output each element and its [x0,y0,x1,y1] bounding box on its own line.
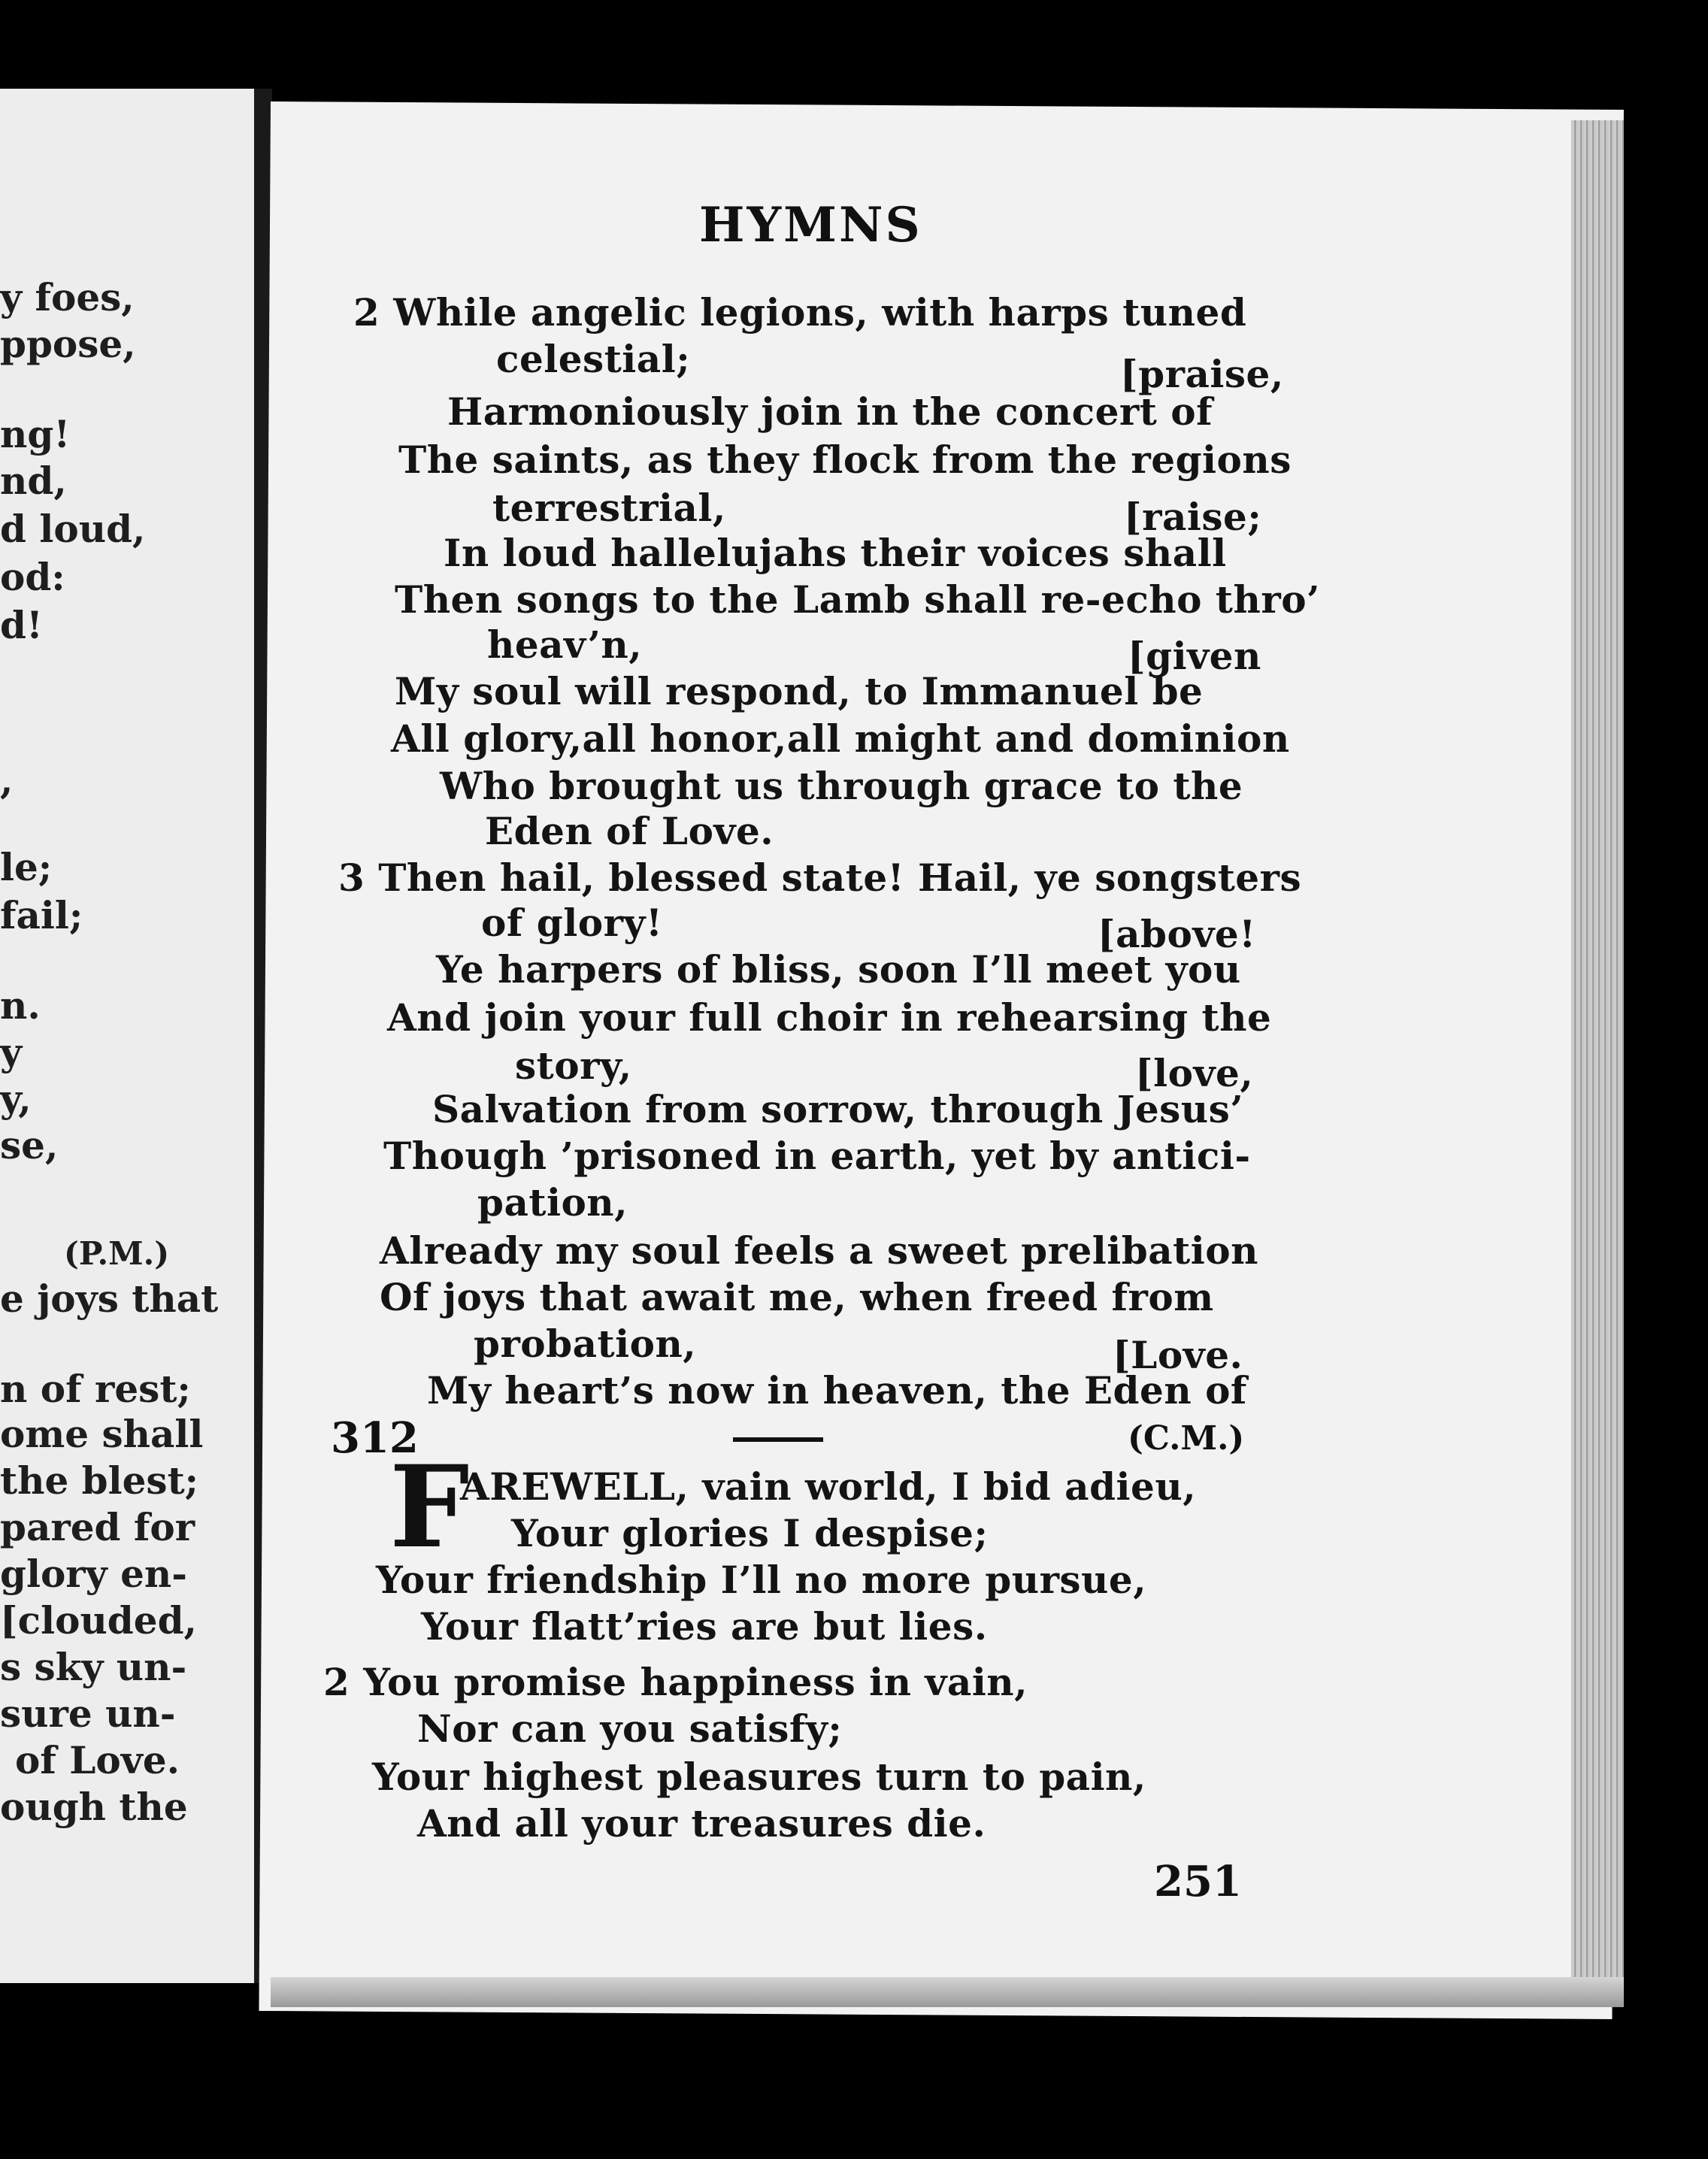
left-page-line: the blest; [0,1458,199,1503]
running-head: HYMNS [699,197,922,253]
left-page-line: s sky un- [0,1645,187,1689]
left-page-line: nd, [0,459,67,503]
hymn-line: And all your treasures die. [417,1801,986,1846]
hymn-meter: (C.M.) [1128,1419,1245,1458]
verse-line: celestial; [496,337,691,381]
left-page-line: y [0,1030,23,1074]
verse-line-carryover: [raise; [1124,495,1262,539]
verse-line: Of joys that await me, when freed from [380,1275,1214,1319]
left-page-line: od: [0,555,65,599]
verse-line: story, [515,1043,632,1088]
verse-line: Eden of Love. [485,809,774,853]
hymn-line: AREWELL, vain world, I bid adieu, [460,1464,1197,1509]
left-page-line: n. [0,983,41,1028]
verse-line: And join your full choir in rehearsing the [387,995,1272,1040]
verse-line: Though ’prisoned in earth, yet by antici- [383,1134,1251,1178]
hymn-line: Your glories I despise; [511,1511,989,1555]
verse-line-carryover: [given [1128,634,1261,678]
left-page-line: se, [0,1123,59,1167]
left-page-line: of Love. [15,1738,180,1782]
left-page-meter: (P.M.) [64,1235,170,1272]
page-edges [1571,120,1624,2000]
left-page-line: [clouded, [0,1598,197,1643]
left-page-line: d loud, [0,507,146,551]
verse-line: Salvation from sorrow, through Jesus’ [432,1087,1244,1131]
verse-line: Who brought us through grace to the [440,764,1243,808]
verse-line: 2 While angelic legions, with harps tuned [353,290,1247,335]
verse-line-carryover: [praise, [1120,352,1284,396]
left-page-line: fail; [0,893,83,937]
verse-line: My heart’s now in heaven, the Eden of [427,1368,1247,1413]
verse-line: terrestrial, [492,486,726,530]
drop-cap: F [389,1441,470,1573]
verse-line: In loud hallelujahs their voices shall [444,531,1227,575]
left-page-line: ome shall [0,1412,204,1456]
hymn-number: 312 [331,1413,419,1463]
left-page-line: sure un- [0,1691,176,1736]
left-page-line: y, [0,1076,32,1121]
hymn-line: Your friendship I’ll no more pursue, [376,1558,1147,1602]
left-page-line: , [0,758,14,802]
verse-line: Ye harpers of bliss, soon I’ll meet you [436,947,1241,992]
page-bottom-edge [271,1977,1624,2007]
verse-line: My soul will respond, to Immanuel be [395,669,1204,713]
verse-line-carryover: [above! [1098,912,1256,956]
hymn-line: Your flatt’ries are but lies. [421,1604,988,1649]
page-number: 251 [1154,1857,1242,1906]
verse-line-carryover: [love, [1135,1051,1254,1095]
left-page-line: n of rest; [0,1367,191,1411]
left-page-line: glory en- [0,1552,188,1596]
left-page-line: pared for [0,1505,195,1549]
verse-line-carryover: [Love. [1113,1333,1243,1377]
left-page-line: y foes, [0,275,135,319]
verse-line: The saints, as they flock from the regions [398,438,1292,482]
left-page-line: d! [0,603,43,647]
hymn-line: Nor can you satisfy; [417,1706,843,1751]
hymn-divider [733,1437,823,1442]
verse-line: All glory,all honor,all might and dominion [391,716,1290,761]
verse-line: Then songs to the Lamb shall re-echo thro’ [395,577,1320,622]
verse-line: 3 Then hail, blessed state! Hail, ye songsters [338,855,1302,900]
left-page-line: ppose, [0,322,136,366]
hymn-line: Your highest pleasures turn to pain, [372,1755,1146,1799]
verse-line: of glory! [481,901,663,945]
verse-line: probation, [474,1322,697,1366]
verse-line: Harmoniously join in the concert of [447,389,1213,434]
verse-line: Already my soul feels a sweet prelibation [380,1228,1258,1273]
left-page-line: le; [0,845,53,889]
left-page-line: e joys that [0,1276,219,1321]
hymn-line: 2 You promise happiness in vain, [323,1660,1028,1704]
verse-line: heav’n, [487,622,643,667]
verse-line: pation, [477,1180,628,1225]
left-page-line: ough the [0,1785,188,1829]
left-page-line: ng! [0,412,71,456]
